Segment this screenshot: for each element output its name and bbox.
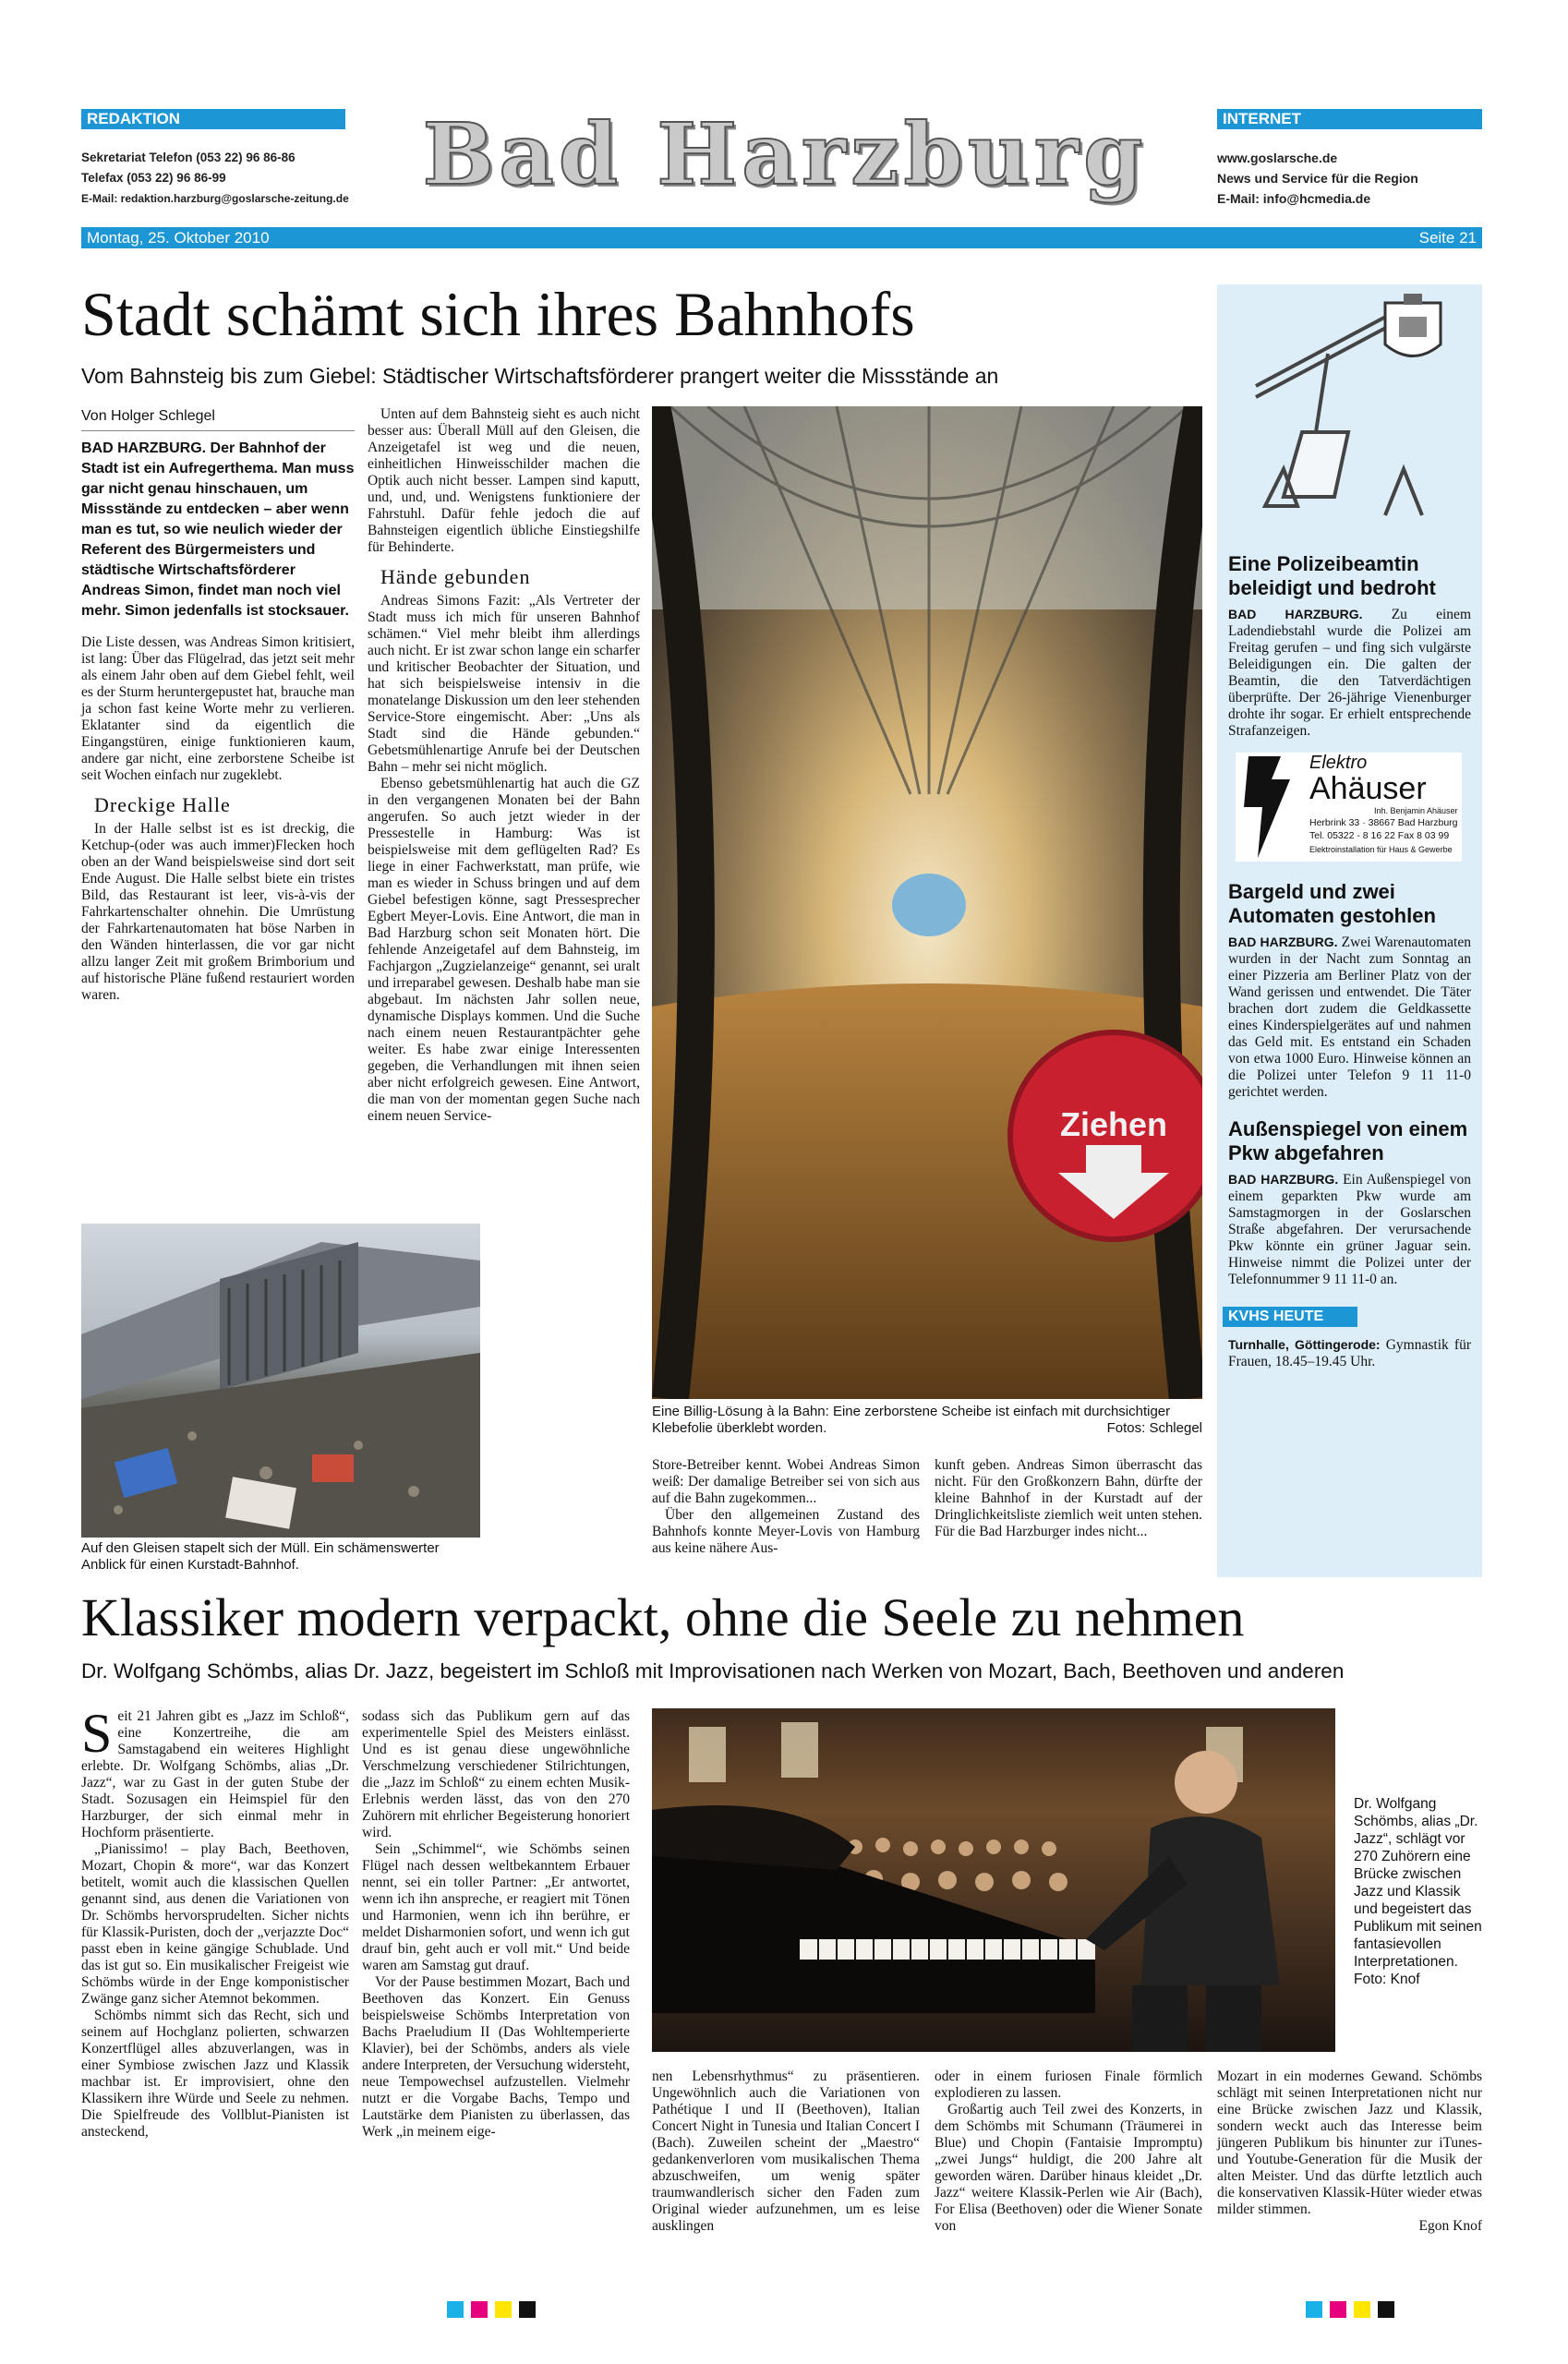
article2-paragraph: Mozart in ein modernes Gewand. Schömbs schlägt mit seinen Interpretationen nicht nur eine Brücke zwischen Jazz und Klassik, sondern weckt auch das Interesse beim jüngeren Publikum bis hinunter zur iTunes- und Youtube-Generation für die Musik der alten Meister. Und das dürfte letztlich auch die konservativen Klassik-Hüter wieder etwas milder stimmen. <box>1217 2068 1482 2217</box>
ad-name: Ahäuser <box>1309 771 1427 806</box>
concert-photo-caption: Dr. Wolfgang Schömbs, alias „Dr. Jazz“, schlägt vor 270 Zuhörern eine Brücke zwischen Jazz und Klassik und begeistert das Publikum mit seinen fantasievollen Interpretationen. Foto: Knof <box>1354 1796 1482 1987</box>
station-hall-photo <box>652 406 1202 1399</box>
police-report-2-location: BAD HARZBURG. <box>1228 935 1338 949</box>
police-report-3-location: BAD HARZBURG. <box>1228 1172 1339 1187</box>
article2-author: Egon Knof <box>1418 2218 1482 2234</box>
internet-url: www.goslarsche.de <box>1217 151 1338 165</box>
police-report-1-title: Eine Polizeibeamtin beleidigt und bedroht <box>1228 552 1436 599</box>
tracks-photo <box>81 1224 480 1538</box>
article1-paragraph: Über den allgemeinen Zustand des Bahnhofs konnte Meyer-Lovis von Hamburg aus keine nähere Aus- <box>652 1507 920 1556</box>
internet-contact <box>1217 148 1494 209</box>
article1-headline: Stadt schämt sich ihres Bahnhofs <box>81 279 915 349</box>
article1-subheadline: Vom Bahnsteig bis zum Giebel: Städtischer Wirtschaftsförderer prangert weiter die Missstände an <box>81 364 999 388</box>
article1-paragraph: Store-Betreiber kennt. Wobei Andreas Simon weiß: Der damalige Betreiber sei von sich aus auf die Bahn zugekommen... <box>652 1457 920 1506</box>
police-report-1-location: BAD HARZBURG. <box>1228 607 1363 621</box>
color-swatch-black <box>1378 2301 1394 2318</box>
article2-paragraph <box>81 1703 349 1841</box>
news-sidebar <box>1217 284 1482 1577</box>
door-sign-text: Ziehen <box>1059 1105 1168 1143</box>
internet-service: News und Service für die Region <box>1217 171 1418 186</box>
color-swatch-yellow <box>495 2301 512 2318</box>
issue-date: Montag, 25. Oktober 2010 <box>87 229 270 247</box>
police-report-1 <box>1228 552 1471 740</box>
article2-paragraph: Großartig auch Teil zwei des Konzerts, in dem Schömbs mit Schumann (Träumerei in Blue) und Chopin (Fantaisie Impromptu) „zwei Jungs“ huldigt, die 200 Jahre alt geworden wären. Darüber hinaus kleidet „Dr. Jazz“ weitere Klassik-Perlen wie Air (Bach), For Elisa (Beethoven) oder die Wiener Sonate von <box>935 2102 1202 2234</box>
article2-column-2 <box>362 1708 630 2141</box>
police-report-3 <box>1228 1117 1471 1288</box>
station-hall-caption-text: Eine Billig-Lösung à la Bahn: Eine zerborstene Scheibe ist einfach mit durchsichtiger Klebefolie überklebt worden. <box>652 1404 1171 1436</box>
kvhs-body: Gymnastik für Frauen, 18.45–19.45 Uhr. <box>1228 1337 1471 1369</box>
article1-byline: Von Holger Schlegel <box>81 406 355 431</box>
color-swatch-magenta <box>471 2301 488 2318</box>
tracks-photo-caption: Auf den Gleisen stapelt sich der Müll. Ein schämenswerter Anblick für einen Kurstadt-Bahnhof. <box>81 1540 440 1573</box>
police-report-3-title: Außenspiegel von einem Pkw abgefahren <box>1228 1117 1468 1164</box>
police-report-2-text <box>1228 934 1471 1101</box>
police-report-1-body: Zu einem Ladendiebstahl wurde die Polizei am Freitag gerufen – und fing sich vulgärste Beleidigungen ein. Die galten der Beamtin, die den Tatverdächtigen überprüfte. Der 26-jährige Vienenburger drohte ihr sogar. Er erhielt entsprechende Strafanzeigen. <box>1228 607 1471 739</box>
redaktion-phone: Sekretariat Telefon (053 22) 96 86-86 <box>81 151 296 164</box>
police-report-3-text <box>1228 1171 1471 1288</box>
elektro-logo-icon <box>1239 756 1304 858</box>
redaktion-label: REDAKTION <box>81 109 345 129</box>
article1-column-1 <box>81 406 355 1004</box>
article2-paragraph: oder in einem furiosen Finale förmlich explodieren zu lassen. <box>935 2068 1202 2101</box>
article2-paragraph: Schömbs nimmt sich das Recht, sich und seinem auf Hochglanz polierten, schwarzen Konzertflügel alles abzuverlangen, was in einer Symbiose zwischen Jazz und Klassik machbar ist. Er improvisiert, ohne den Klassikern ihre Würde und Seele zu nehmen. Die Spielfreude des Vollblut-Pianisten ist ansteckend, <box>81 2008 349 2140</box>
article1-paragraph: Unten auf dem Bahnsteig sieht es auch nicht besser aus: Überall Müll auf den Gleisen, die Anzeigetafel ist weg und die neuen, einheitlichen Hinweisschilder machen die Optik auch nicht besser. Lampen sind kaputt, und, und, und. Wenigstens funktioniere der Fahrstuhl. Dafür fehle jedoch die auf Bahnsteigen eigentlich übliche Einstiegshilfe für Behinderte. <box>368 406 640 555</box>
article2-paragraph: Sein „Schimmel“, wie Schömbs seinen Flügel nach dessen weltbekanntem Erbauer nennt, sei ein toller Partner: „Er antwortet, wenn ich ihn anspreche, er reagiert mit Tönen und Harmonien, wenn ich ihn berühre, er meldet Disharmonien sofort, und wenn ich gut drauf bin, geht auch er voll mit.“ Und beide waren am Samstag gut drauf. <box>362 1841 630 1973</box>
article1-paragraph: Die Liste dessen, was Andreas Simon kritisiert, ist lang: Über das Flügelrad, das jetzt seit mehr als einem Jahr oben auf dem Giebel fehlt, weil es der Sturm heruntergepustet hat, brauche man ja schon fast keine Worte mehr zu verlieren. Eklatanter sind da eigentlich die Eingangstüren, einige funktionieren kaum, andere gar nicht, eine zerborstene Scheibe ist seit Wochen einfach nur zugeklebt. <box>81 634 355 783</box>
station-hall-caption <box>652 1404 1202 1437</box>
article2-first-paragraph: eit 21 Jahren gibt es „Jazz im Schloß“, eine Konzertreihe, die am Samstagabend ein weiteres Highlight erlebte. Dr. Wolfgang Schömbs, alias „Dr. Jazz“, war zu Gast in der guten Stube der Stadt. Sozusagen ein Heimspiel für den Harzburger, der sich einmal mehr in Hochform präsentierte. <box>81 1708 349 1840</box>
concert-photo-art <box>652 1708 1335 2052</box>
article1-subhead-2: Hände gebunden <box>380 565 531 588</box>
article2-headline: Klassiker modern verpackt, ohne die Seele zu nehmen <box>81 1587 1245 1647</box>
page-number: Seite 21 <box>1418 229 1477 247</box>
police-report-3-body: Ein Außenspiegel von einem geparkten Pkw wurde am Samstagmorgen in der Goslarschen Straße abgefahren. Der verursachende Pkw könnte ein grüner Jaguar sein. Hinweise nimmt die Polizei unter der Telefonnummer 9 11 11-0 an. <box>1228 1172 1471 1287</box>
kvhs-location: Turnhalle, Göttingerode: <box>1228 1337 1381 1352</box>
article1-paragraph: kunft geben. Andreas Simon überrascht das nicht. Für den Großkonzern Bahn, dürfte der kleine Bahnhof in der Kurstadt auf der Dringlichkeitsliste ziemlich weit unten stehen. Für die Bad Harzburger indes nicht... <box>935 1457 1202 1539</box>
article2-column-4 <box>935 2068 1202 2235</box>
ad-phone: Tel. 05322 - 8 16 22 Fax 8 03 99 <box>1309 830 1450 841</box>
kvhs-text <box>1228 1336 1471 1370</box>
concert-photo <box>652 1708 1335 2052</box>
internet-email: E-Mail: info@hcmedia.de <box>1217 191 1371 206</box>
article2-column-1 <box>81 1703 349 2141</box>
ad-service: Elektroinstallation für Haus & Gewerbe <box>1309 845 1453 854</box>
article1-column-3 <box>935 1457 1202 1540</box>
photo-credit: Fotos: Schlegel <box>1106 1420 1202 1436</box>
color-swatch-black <box>519 2301 536 2318</box>
color-swatch-cyan <box>447 2301 464 2318</box>
color-swatch-magenta <box>1330 2301 1346 2318</box>
article2-subheadline: Dr. Wolfgang Schömbs, alias Dr. Jazz, begeistert im Schloß mit Improvisationen nach Werken von Mozart, Bach, Beethoven und anderen <box>81 1659 1345 1683</box>
police-report-2 <box>1228 880 1471 1101</box>
police-report-2-title: Bargeld und zwei Automaten gestohlen <box>1228 880 1436 927</box>
kvhs-label: KVHS HEUTE <box>1223 1307 1357 1327</box>
ad-address: Herbrink 33 · 38667 Bad Harzburg <box>1309 817 1458 828</box>
town-crest-icon <box>1385 294 1441 356</box>
cable-car-icon <box>1228 284 1471 534</box>
article1-paragraph: Ebenso gebetsmühlenartig hat auch die GZ in den vergangenen Monaten bei der Bahn angerufen. So auch jetzt wieder in der Pressestelle in Hamburg: Was ist beispielsweise mit dem geflügelten Rad? Es liege in einer Fachwerkstatt, man prüfe, wie man es wieder in Schuss bringen und auf dem Giebel befestigen könne, sagt Pressesprecher Egbert Meyer-Lovis. Eine Antwort, die man in Bad Harzburg schon seit Monaten hört. Die fehlende Anzeigetafel auf dem Bahnsteig, im Fachjargon „Zugzielanzeige“ genannt, sei uralt und irreparabel gewesen. Deshalb habe man sie abgebaut. Im nächsten Jahr sollen neue, dynamische Displays kommen. Und die Suche nach einem neuen Restaurantpächter gehe weiter. Es habe zwar einige Interessenten gegeben, die Verhandlungen mit ihnen seien aber nicht erfolgreich gewesen. Eine Antwort, die man von der momentan gegen Suche nach einem neuen Service- <box>368 776 640 1124</box>
article1-paragraph: In der Halle selbst ist es ist dreckig, die Ketchup-(oder was auch immer)Flecken hoch oben an der Wand beispielsweise sind dort seit Ende August. Die Halle selbst biete ein tristes Bild, das Restaurant ist leer, vis-à-vis der Fahrkartenschalter ohnehin. Die Umrüstung der Fahrkartenautomaten hat böse Narben in den Wänden hinterlassen, die vor gar nicht allzu langer Zeit mit großem Brimborium und auf historische Pläne fußend restauriert worden waren. <box>81 821 355 1003</box>
article1-subhead-1: Dreckige Halle <box>94 793 231 816</box>
article2-paragraph: „Pianissimo! – play Bach, Beethoven, Mozart, Chopin & more“, war das Konzert betitelt, womit auch die klassischen Quellen genannt sind, aus denen die Variationen von Dr. Schömbs hervorsprudelten. Sicher nichts für Klassik-Puristen, doch der „verjazzte Doc“ passt eben in keine gängige Schublade. Und das ist gut so. Ein musikalischer Freigeist wie Schömbs würde in der Enge komponistischer Zwänge ganz sicher Atemnot bekommen. <box>81 1841 349 2007</box>
elektro-ahaeuser-ad <box>1236 753 1462 862</box>
date-bar <box>81 227 1482 248</box>
article1-lead: BAD HARZBURG. Der Bahnhof der Stadt ist ein Aufregerthema. Man muss gar nicht genau hinschauen, um Missstände zu entdecken – aber wenn man es tut, so wie neulich wieder der Referent des Bürgermeisters und städtische Wirtschaftsförderer Andreas Simon, findet man noch viel mehr. Simon jedenfalls ist stocksauer. <box>81 440 355 619</box>
dropcap: S <box>81 1703 113 1764</box>
article1-column-2b <box>652 1457 920 1557</box>
internet-label: INTERNET <box>1217 109 1482 129</box>
police-report-1-text <box>1228 606 1471 740</box>
redaktion-fax: Telefax (053 22) 96 86-99 <box>81 171 226 185</box>
article2-column-3 <box>652 2068 920 2235</box>
masthead-title: Bad Harzburg <box>422 104 1148 204</box>
article2-paragraph: Vor der Pause bestimmen Mozart, Bach und Beethoven das Konzert. Ein Genuss beispielsweise Schömbs Interpretation von Bachs Praeludium II (Das Wohltemperierte Klavier), bei der Schömbs, anders als viele andere Interpreten, der Versuchung widersteht, neue Tempowechsel aufzustellen. Vielmehr nutzt er die Vorgabe Bachs, Tempo und Lautstärke dem Pianisten zu überlassen, das Werk „in meinem eige- <box>362 1974 630 2140</box>
ad-brand: Elektro <box>1309 753 1368 773</box>
article1-column-2 <box>368 406 640 1125</box>
article2-paragraph: nen Lebensrhythmus“ zu präsentieren. Ungewöhnlich auch die Variationen von Pathétique I und II (Beethoven), Italian Concert Night in Tunesia und Italian Concert I (Bach). Zuweilen scheint der „Maestro“ gedankenverloren vom musikalischen Thema abzuschweifen, um wenig später traumwandlerisch sicher den Faden zum Original wieder aufzunehmen, um es leise ausklingen <box>652 2068 920 2234</box>
article1-paragraph: Andreas Simons Fazit: „Als Vertreter der Stadt muss ich mich für unseren Bahnhof schämen.“ Viel mehr bleibt ihm allerdings auch nicht. Er ist zwar schon lange ein scharfer und kritischer Beobachter der Situation, und hat sich beispielsweise intensiv in die monatelange Diskussion um den leer stehenden Service-Store eingemischt. Aber: „Uns als Stadt sind die Hände gebunden.“ Gebetsmühlenartige Anrufe bei der Deutschen Bahn – mehr sei nicht möglich. <box>368 593 640 775</box>
color-swatch-cyan <box>1306 2301 1322 2318</box>
police-report-2-body: Zwei Warenautomaten wurden in der Nacht zum Sonntag an einer Pizzeria am Berliner Platz von der Wand gerissen und entwendet. Die Täter brachen dort zudem die Geldkassette eines Kinderspielgerätes auf und nahmen das Geld mit. Es entstand ein Schaden von etwa 1000 Euro. Hinweise können an die Polizei unter Telefon 9 11 11-0 gerichtet werden. <box>1228 935 1471 1100</box>
color-swatch-yellow <box>1354 2301 1370 2318</box>
redaktion-email: E-Mail: redaktion.harzburg@goslarsche-zeitung.de <box>81 192 349 205</box>
tracks-photo-art <box>81 1224 480 1538</box>
article2-paragraph: sodass sich das Publikum gern auf das experimentelle Spiel des Meisters einlässt. Und es ist genau diese ungewöhnliche Verschmelzung verschiedener Stilrichtungen, die „Jazz im Schloß“ zu einem echten Musik-Erlebnis werden lässt, das von den 270 Zuhörern mit ehrlicher Begeisterung honoriert wird. <box>362 1708 630 1840</box>
station-hall-photo-art <box>652 406 1202 1399</box>
redaktion-contact <box>81 148 358 209</box>
ad-owner: Inh. Benjamin Ahäuser <box>1374 806 1458 815</box>
article2-column-5 <box>1217 2068 1482 2235</box>
